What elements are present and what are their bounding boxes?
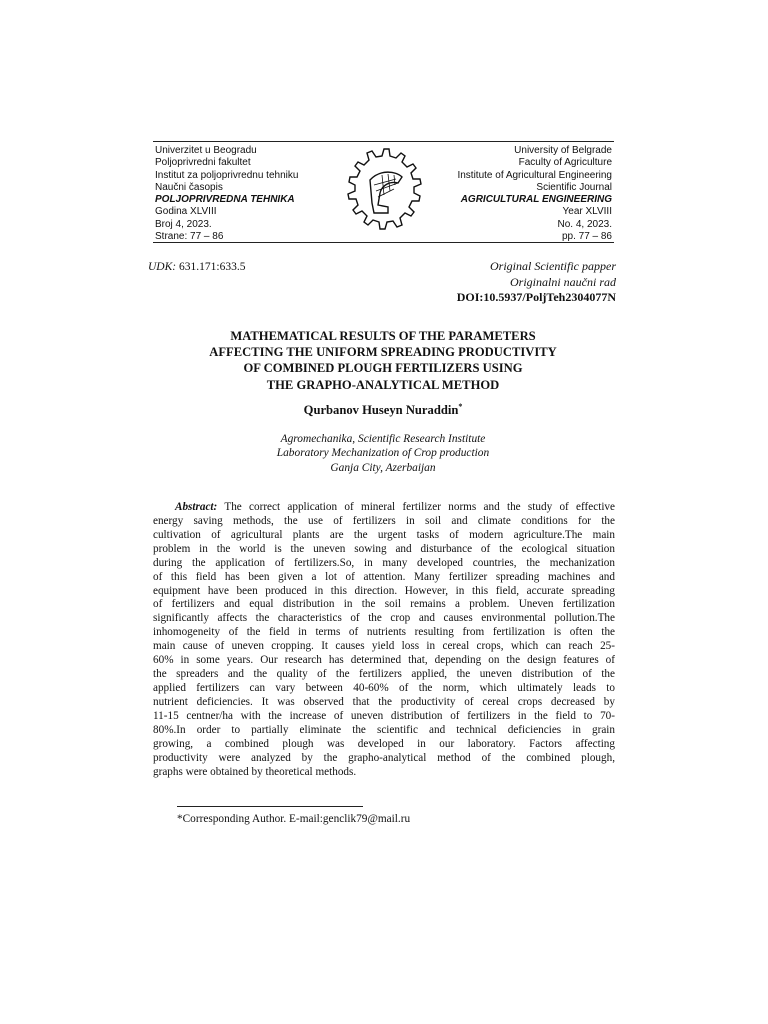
abstract-line: graphs were obtained by theoretical methods. [153,765,357,778]
udk-value: 631.171:633.5 [179,261,246,273]
header-issue-sr: Broj 4, 2023. [155,218,212,230]
header-left-block [155,145,298,243]
header-year-sr: Godina XLVIII [155,206,217,218]
abstract-line: the spreaders and the quality of the fertilizers applied, the uneven distribution of the [153,668,615,681]
header-pages-en: pp. 77 – 86 [561,231,612,243]
udk-label: UDK: [148,261,177,273]
abstract-line: cultivation of agricultural plants are the urgent tasks of modern agriculture.The main [153,528,615,541]
paper-type-en: Original Scientific papper [490,259,616,273]
header-issue-en: No. 4, 2023. [557,218,612,230]
abstract-line: nutrient deficiencies. It was observed that the productivity of cereal crops decreased by [153,695,615,708]
abstract-text: The correct application of mineral fertilizer norms and the study of effective [224,501,615,513]
abstract-line: during the application of fertilizers.So, in many developed countries, the mechanization [153,556,615,569]
affiliation-line: Ganja City, Azerbaijan [330,461,436,474]
abstract [153,501,615,779]
header-right-block [457,145,612,243]
title-line: OF COMBINED PLOUGH FERTILIZERS USING [243,361,523,376]
header-journal-type-sr: Naučni časopis [155,181,223,193]
abstract-line: inhomogeneity of the field in terms of nutrients resulting from fertilization is often the [153,626,615,639]
abstract-line: problem in the world is the uneven sowing and disturbance of the ecological situation [153,542,615,555]
affiliation-line: Laboratory Mechanization of Crop production [276,447,490,460]
title-line: THE GRAPHO-ANALYTICAL METHOD [266,377,500,392]
doi-link[interactable]: DOI:10.5937/PoljTeh2304077N [456,290,616,304]
header-faculty-en: Faculty of Agriculture [518,157,612,169]
abstract-line [153,501,615,515]
header-journal-name-sr: POLJOPRIVREDNA TEHNIKA [155,194,295,206]
abstract-line: productivity were analyzed by the grapho-analytical method of the combined plough, [153,751,615,764]
affiliation-line: Agromechanika, Scientific Research Institute [280,433,486,445]
header-university-en: University of Belgrade [514,145,612,156]
journal-logo-icon [338,145,430,239]
header-faculty-sr: Poljoprivredni fakultet [155,157,251,169]
abstract-line: 11-15 centner/ha with the increase of uneven distribution of fertilizers in the field to 70- [153,709,615,722]
header-journal-type-en: Scientific Journal [536,181,612,193]
abstract-line: energy saving methods, the use of fertilizers in soil and climate conditions for the [153,514,615,527]
header-year-en: Year XLVIII [562,206,612,218]
journal-header [153,141,614,243]
author-name [150,402,616,418]
abstract-line: of this field has been given a lot of attention. Many fertilizer spreading machines and [153,570,615,583]
header-institute-sr: Institut za poljoprivrednu tehniku [155,169,299,181]
abstract-line: significantly affects the characteristics of the crop and causes environmental pollution.The [153,612,615,625]
corresponding-author-footnote: *Corresponding Author. E-mail:genclik79@mail.ru [177,813,411,825]
header-journal-name-en: AGRICULTURAL ENGINEERING [460,194,612,206]
abstract-line: growing, a combined plough was developed in our laboratory. Factors affecting [153,737,615,750]
abstract-line: 60% in some years. Our research has determined that, depending on the design features of [153,654,615,667]
header-pages-sr: Strane: 77 – 86 [155,231,224,243]
paper-type-sr: Originalni naučni rad [509,274,616,289]
abstract-line: 80%.In order to partially eliminate the scientific and technical deficiencies in grain [153,723,615,736]
paper-meta [457,259,616,306]
abstract-line: equipment have been produced in this direction. However, in this field, accurate spreading [153,584,615,597]
author-name-text: Qurbanov Huseyn Nuraddin [303,403,459,418]
header-university-sr: Univerzitet u Beogradu [155,145,257,156]
abstract-line: main cause of uneven cropping. It causes yield loss in cereal crops, which can reach 25- [153,640,615,653]
paper-title [150,328,616,393]
udk-classification [148,261,245,273]
author-footnote-mark[interactable]: * [458,402,463,411]
author-affiliation [150,432,616,475]
header-institute-en: Institute of Agricultural Engineering [457,169,612,181]
footnote-divider [177,806,363,807]
abstract-line: of fertilizers and equal distribution in the soil remains a problem. Uneven fertilization [153,598,615,611]
title-line: AFFECTING THE UNIFORM SPREADING PRODUCTIVITY [209,345,557,360]
abstract-line: applied fertilizers can vary between 40-60% of the norm, which ultimately leads to [153,681,615,694]
abstract-label: Abstract: [175,501,218,513]
title-line: MATHEMATICAL RESULTS OF THE PARAMETERS [230,329,536,343]
